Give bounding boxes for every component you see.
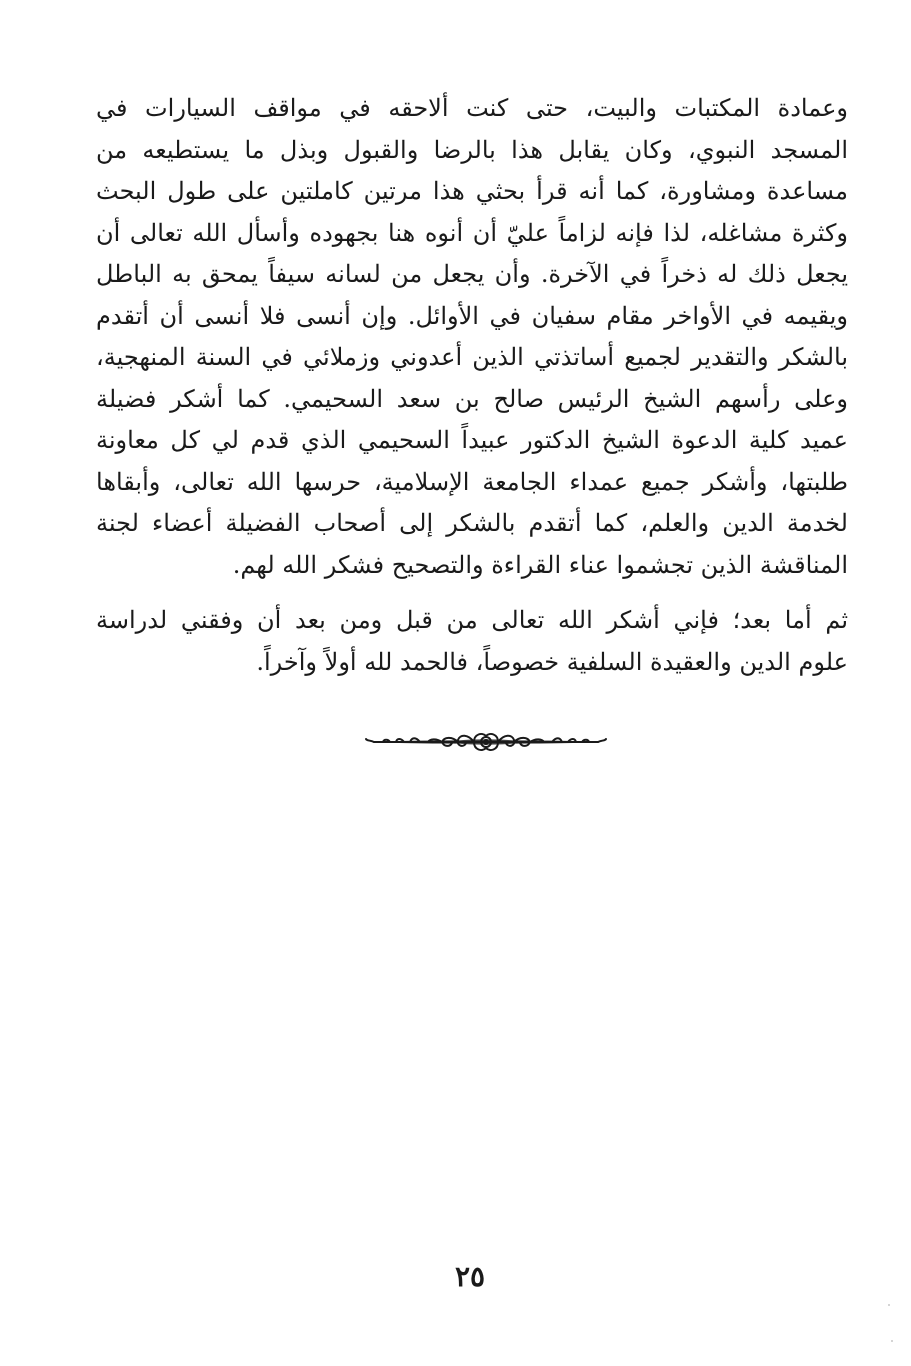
text-line: ثم أما بعد؛ فإني أشكر الله تعالى من قبل ومن بعد أن وفقني لدراسة [96,606,848,634]
text-line: مساعدة ومشاورة، كما أنه قرأ بحثي هذا مرتين كاملتين على طول البحث [96,177,848,205]
text-line: بالشكر والتقدير لجميع أساتذتي الذين أعدوني وزملائي في السنة المنهجية، [96,343,848,371]
text-line: وعمادة المكتبات والبيت، حتى كنت ألاحقه في مواقف السيارات في [96,94,848,122]
scan-speck [891,1340,893,1342]
text-line: المناقشة الذين تجشموا عناء القراءة والتصحيح فشكر الله لهم. [232,550,848,579]
text-line: وعلى رأسهم الشيخ الرئيس صالح بن سعد السحيمي. كما أشكر فضيلة [96,384,848,413]
text-line: لخدمة الدين والعلم، كما أتقدم بالشكر إلى أصحاب الفضيلة أعضاء لجنة [96,509,848,537]
body-text [96,88,848,683]
scan-speck [888,1304,890,1306]
page-number: ٢٥ [454,1260,486,1293]
text-line: علوم الدين والعقيدة السلفية خصوصاً، فالحمد لله أولاً وآخراً. [256,647,848,676]
paragraph-gap [96,586,848,600]
text-line: المسجد النبوي، وكان يقابل هذا بالرضا والقبول وبذل ما يستطيعه من [96,135,848,164]
paragraph-1 [96,88,848,586]
ornament-divider-icon [362,728,610,756]
text-line: يجعل ذلك له ذخراً في الآخرة. وأن يجعل من لسانه سيفاً يمحق به الباطل [96,260,848,288]
text-line: ويقيمه في الأواخر مقام سفيان في الأوائل. وإن أنسى فلا أنسى أن أتقدم [96,301,848,330]
text-line: وكثرة مشاغله، لذا فإنه لزاماً عليّ أن أنوه هنا بجهوده وأسأل الله تعالى أن [96,218,848,247]
text-line: عميد كلية الدعوة الشيخ الدكتور عبيداً السحيمي الذي قدم لي كل معاونة [96,426,848,454]
text-line: طلبتها، وأشكر جميع عمداء الجامعة الإسلامية، حرسها الله تعالى، وأبقاها [96,467,848,496]
paragraph-2 [96,600,848,683]
